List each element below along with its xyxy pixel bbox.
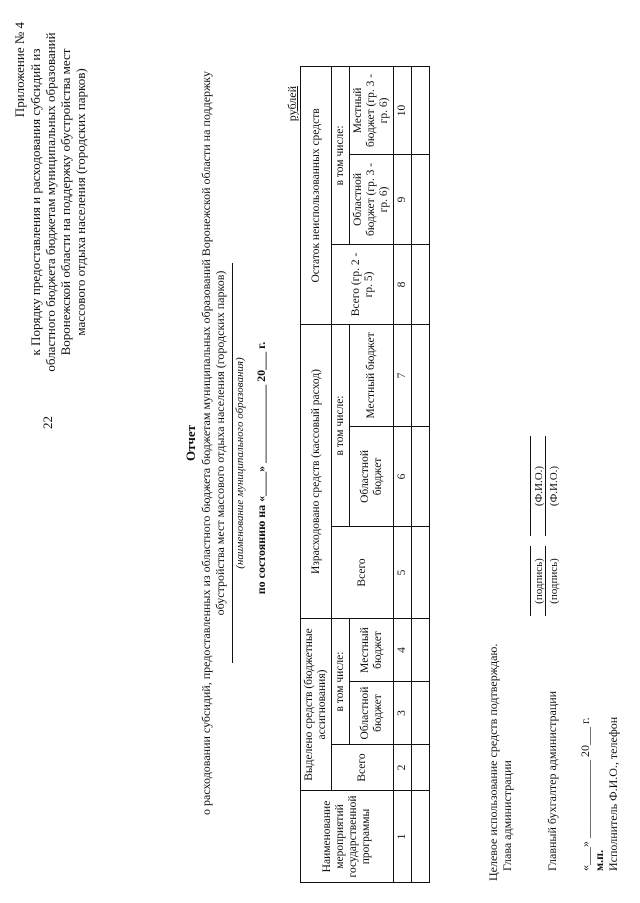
header-remaining-local: Местный бюджет (гр. 3 - гр. 6): [350, 66, 394, 154]
header-allocated: Выделено средств (бюджетные ассигнования): [301, 618, 332, 790]
stamp-label: м.п.: [592, 849, 606, 871]
as-of-date: по состоянию на «____» _____________ 20___ г.: [254, 341, 268, 595]
head-of-administration-label: Глава администрации: [500, 760, 514, 871]
column-number: 10: [394, 66, 412, 154]
report-heading: [184, 63, 227, 823]
header-remaining-total: Всего (гр. 2 - гр. 5): [332, 244, 394, 324]
column-number: 9: [394, 154, 412, 244]
header-allocated-including: в том числе:: [332, 618, 350, 744]
column-number: 5: [394, 526, 412, 618]
head-fio-caption: (Ф.И.О.): [530, 436, 546, 536]
appendix-text: к Порядку предоставления и расходования субсидий из областного бюджета бюджетам муниципальных образований Воронежской области на поддержку обустройства мест массового отдыха населения (городских парков): [28, 32, 88, 372]
page-number: 22: [40, 416, 55, 429]
column-number: 6: [394, 426, 412, 526]
header-row-1: [301, 66, 332, 882]
header-allocated-regional: Областной бюджет: [350, 682, 394, 745]
header-allocated-local: Местный бюджет: [350, 618, 394, 681]
report-table: [300, 66, 430, 883]
report-subtitle: о расходовании субсидий, предоставленных из областного бюджета бюджетам муниципальных образований Воронежской области на поддержку обустройства мест массового отдыха населения (городских парков): [199, 71, 227, 815]
column-number: 2: [394, 745, 412, 791]
table-row: [412, 66, 430, 882]
header-remaining: Остаток неиспользованных средств: [301, 66, 332, 324]
executor-label: Исполнитель Ф.И.О., телефон: [606, 716, 620, 871]
header-spent-total: Всего: [332, 526, 394, 618]
header-row-2: [332, 66, 350, 882]
column-number: 8: [394, 244, 412, 324]
column-number: 3: [394, 682, 412, 745]
appendix-number: Приложение № 4: [12, 22, 27, 118]
header-spent: Израсходовано средств (кассовый расход): [301, 324, 332, 618]
header-spent-local: Местный бюджет: [350, 324, 394, 426]
confirmation-text: Целевое использование средств подтверждаю.: [486, 643, 500, 881]
head-signature-caption: (подпись): [530, 546, 546, 616]
column-number: 7: [394, 324, 412, 426]
appendix-block: [12, 22, 88, 382]
column-number: 4: [394, 618, 412, 681]
report-title: Отчет: [183, 425, 198, 461]
municipality-caption: (наименование муниципального образования): [232, 263, 246, 663]
header-spent-including: в том числе:: [332, 324, 350, 526]
units-label: рублей: [285, 86, 299, 122]
header-remaining-regional: Областной бюджет (гр. 3 - гр. 6): [350, 154, 394, 244]
accountant-fio-caption: (Ф.И.О.): [545, 436, 561, 536]
header-spent-regional: Областной бюджет: [350, 426, 394, 526]
header-allocated-total: Всего: [332, 745, 394, 791]
header-activity-name: Наименование мероприятий государственной программы: [301, 791, 394, 883]
column-number-row: [394, 66, 412, 882]
header-remaining-including: в том числе:: [332, 66, 350, 244]
column-number: 1: [394, 791, 412, 883]
signature-date: «___» _____________ 20___ г.: [578, 717, 592, 871]
accountant-signature-caption: (подпись): [545, 546, 561, 616]
chief-accountant-label: Главный бухгалтер администрации: [545, 690, 559, 871]
